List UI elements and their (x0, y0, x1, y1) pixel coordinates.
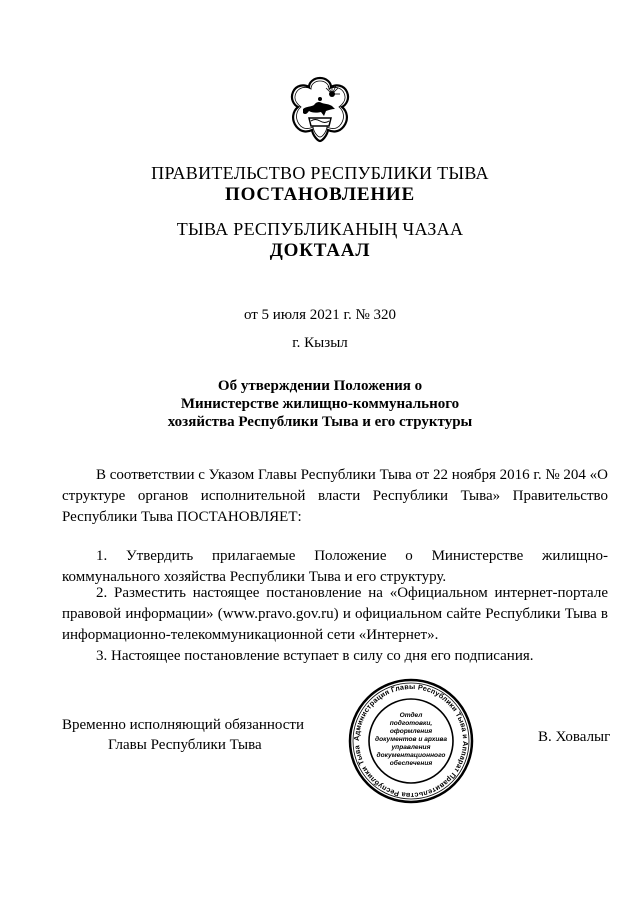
government-name-tyv: ТЫВА РЕСПУБЛИКАНЫҢ ЧАЗАА (176, 219, 464, 239)
document-title-line: Министерстве жилищно-коммунального (180, 396, 460, 412)
svg-text:подготовки,: подготовки, (389, 720, 433, 727)
svg-text:Отдел: Отдел (399, 712, 423, 719)
document-date-number: от 5 июля 2021 г. № 320 (243, 307, 397, 323)
svg-text:документационного: документационного (376, 752, 446, 759)
document-title (0, 377, 640, 431)
official-seal (347, 677, 475, 805)
svg-text:Администрация Главы Республики: Администрация Главы Республики Тыва и Аппарат Правительства Республики Тыва (351, 681, 471, 801)
preamble-paragraph: В соответствии с Указом Главы Республики Тыва от 22 ноября 2016 г. № 204 «О структуре органов исполнительной власти Республики Тыва» Правительство Республики Тыва ПОСТАНОВЛЯЕТ: (62, 467, 608, 525)
document-city: г. Кызыл (292, 335, 348, 351)
resolution-item-1: 1. Утвердить прилагаемые Положение о Министерстве жилищно-коммунального хозяйства Республики Тыва и его структуру. (62, 548, 608, 585)
document-title-line: хозяйства Республики Тыва и его структуры (167, 414, 473, 430)
svg-text:оформления: оформления (389, 728, 433, 735)
svg-text:управления: управления (391, 744, 431, 751)
resolution-item-3: 3. Настоящее постановление вступает в силу со дня его подписания. (96, 648, 534, 664)
government-name-ru: ПРАВИТЕЛЬСТВО РЕСПУБЛИКИ ТЫВА (151, 163, 489, 183)
svg-text:обеспечения: обеспечения (389, 760, 433, 767)
document-type-ru: ПОСТАНОВЛЕНИЕ (225, 184, 415, 205)
document-type-tyv: ДОКТААЛ (269, 240, 371, 261)
signatory-position-line: Главы Республики Тыва (108, 737, 262, 753)
document-title-line: Об утверждении Положения о (217, 378, 423, 394)
signatory-position (62, 715, 304, 755)
signatory-position-line: Временно исполняющий обязанности (62, 717, 305, 733)
resolution-item-2: 2. Разместить настоящее постановление на «Официальном интернет-портале правовой информации» (www.pravo.gov.ru) и официальном сайте Республики Тыва в информационно-телекоммуникационной сети «Интернет». (62, 585, 608, 643)
svg-text:документов и архива: документов и архива (375, 736, 447, 743)
signatory-name: В. Ховалыг (538, 729, 611, 745)
tuva-emblem-icon (289, 76, 351, 148)
